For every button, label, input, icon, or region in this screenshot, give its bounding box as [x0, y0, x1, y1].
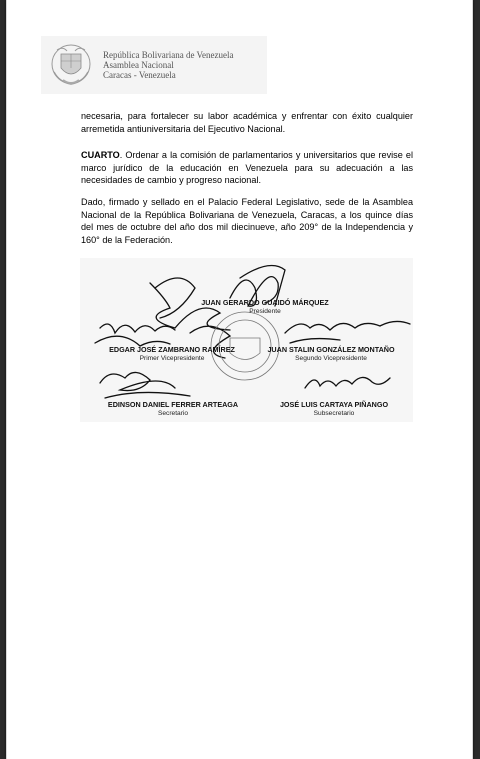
letterhead: [41, 36, 267, 94]
institution-block: [103, 50, 234, 80]
handwritten-signatures: [80, 258, 413, 422]
signature-block: [80, 258, 413, 422]
header-line-city: Caracas - Venezuela: [103, 70, 176, 80]
paragraph-dado: Dado, firmado y sellado en el Palacio Federal Legislativo, sede de la Asamblea Nacional de la República Bolivariana de Venezuela, Caracas, a los quince días del mes de octubre del año dos mil diecinueve, año 209° de la Independencia y 160° de la Federación.: [81, 197, 413, 245]
signatory-name-5: JOSÉ LUIS CARTAYA PIÑANGO: [279, 400, 389, 409]
signatory-name-3: JUAN STALIN GONZÁLEZ MONTAÑO: [267, 345, 395, 354]
paragraph-cuarto: [81, 149, 413, 187]
signatory-role-3: Segundo Vicepresidente: [295, 355, 367, 362]
signatory-role-5: Subsecretario: [313, 410, 355, 417]
header-line-republic: República Bolivariana de Venezuela: [103, 50, 234, 60]
document-page: [6, 0, 473, 759]
paragraph-continuation: necesaria, para fortalecer su labor académica y enfrentar con éxito cualquier arremetida antiuniversitaria del Ejecutivo Nacional.: [81, 111, 413, 134]
cuarto-text: . Ordenar a la comisión de parlamentarios y universitarios que revise el marco jurídico de la educación en Venezuela para su adecuación a las necesidades de cambio y progreso nacional.: [81, 150, 413, 185]
cuarto-label: CUARTO: [81, 150, 120, 160]
signatory-name-4: EDINSON DANIEL FERRER ARTEAGA: [107, 400, 239, 409]
signatory-role-1: Presidente: [249, 308, 281, 315]
signatory-name-2: EDGAR JOSÉ ZAMBRANO RAMÍREZ: [109, 345, 235, 354]
header-line-assembly: Asamblea Nacional: [103, 60, 174, 70]
coat-of-arms-icon: [49, 42, 93, 88]
signatory-role-2: Primer Vicepresidente: [139, 355, 205, 362]
signatory-name-1: JUAN GERARDO GUAIDÓ MÁRQUEZ: [201, 298, 329, 307]
signatory-role-4: Secretario: [157, 410, 189, 417]
